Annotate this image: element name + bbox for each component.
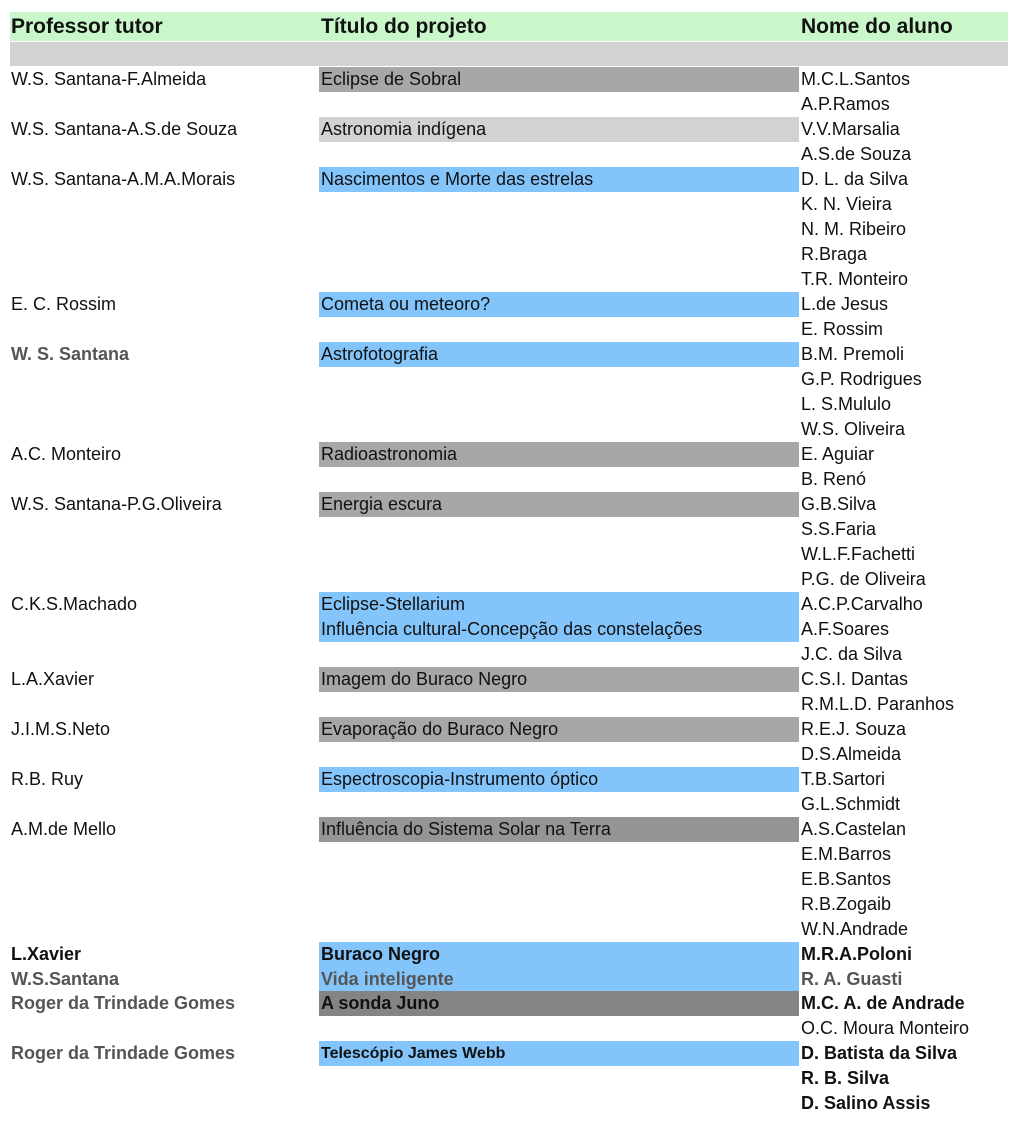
student-cell: B. Renó xyxy=(801,469,867,489)
table-row xyxy=(0,692,1013,717)
project-cell: Cometa ou meteoro? xyxy=(319,292,799,317)
table-row xyxy=(0,567,1013,592)
project-cell xyxy=(319,842,799,867)
project-cell: Eclipse de Sobral xyxy=(319,67,799,92)
project-cell xyxy=(319,892,799,917)
table-row xyxy=(0,1091,1013,1116)
project-cell: Nascimentos e Morte das estrelas xyxy=(319,167,799,192)
student-cell: D. L. da Silva xyxy=(801,169,909,189)
table-row xyxy=(0,192,1013,217)
table-row xyxy=(0,767,1013,792)
project-cell xyxy=(319,742,799,767)
tutor-cell: E. C. Rossim xyxy=(11,294,117,314)
student-cell: A.S.Castelan xyxy=(801,819,907,839)
header-nome-aluno: Nome do aluno xyxy=(801,15,953,38)
tutor-cell: R.B. Ruy xyxy=(11,769,84,789)
student-cell: W.S. Oliveira xyxy=(801,419,906,439)
table-row xyxy=(0,717,1013,742)
table-row xyxy=(0,392,1013,417)
project-cell xyxy=(319,1066,799,1091)
student-cell: A.S.de Souza xyxy=(801,144,912,164)
tutor-cell: W.S. Santana-F.Almeida xyxy=(11,69,207,89)
tutor-cell: W.S. Santana-A.M.A.Morais xyxy=(11,169,236,189)
table-row xyxy=(0,67,1013,92)
project-cell xyxy=(319,567,799,592)
student-cell: R.E.J. Souza xyxy=(801,719,907,739)
student-cell: A.C.P.Carvalho xyxy=(801,594,923,614)
student-cell: O.C. Moura Monteiro xyxy=(801,1018,970,1038)
project-cell xyxy=(319,517,799,542)
tutor-cell: W. S. Santana xyxy=(11,344,130,364)
table-row xyxy=(0,867,1013,892)
project-cell: Evaporação do Buraco Negro xyxy=(319,717,799,742)
tutor-cell: Roger da Trindade Gomes xyxy=(11,993,236,1013)
table-row xyxy=(0,342,1013,367)
project-cell: A sonda Juno xyxy=(319,991,799,1016)
project-cell xyxy=(319,792,799,817)
student-cell: L. S.Mululo xyxy=(801,394,892,414)
header-titulo-projeto: Título do projeto xyxy=(321,15,487,38)
project-cell xyxy=(319,867,799,892)
project-cell: Radioastronomia xyxy=(319,442,799,467)
project-cell: Astronomia indígena xyxy=(319,117,799,142)
table-row xyxy=(0,817,1013,842)
project-cell xyxy=(319,642,799,667)
student-cell: E. Aguiar xyxy=(801,444,875,464)
student-cell: J.C. da Silva xyxy=(801,644,903,664)
table-row xyxy=(0,417,1013,442)
student-cell: D. Batista da Silva xyxy=(801,1043,958,1063)
table-row xyxy=(0,792,1013,817)
table-row xyxy=(0,367,1013,392)
student-cell: L.de Jesus xyxy=(801,294,889,314)
tutor-cell: A.M.de Mello xyxy=(11,819,117,839)
project-cell xyxy=(319,267,799,292)
table-row xyxy=(0,942,1013,967)
project-cell xyxy=(319,467,799,492)
student-cell: M.C. A. de Andrade xyxy=(801,993,965,1013)
project-cell xyxy=(319,1091,799,1116)
student-cell: W.L.F.Fachetti xyxy=(801,544,916,564)
table-row xyxy=(0,142,1013,167)
student-cell: G.P. Rodrigues xyxy=(801,369,922,389)
table-row xyxy=(0,317,1013,342)
student-cell: C.S.I. Dantas xyxy=(801,669,909,689)
table-row xyxy=(0,467,1013,492)
student-cell: V.V.Marsalia xyxy=(801,119,900,139)
table-row xyxy=(0,842,1013,867)
student-cell: D. Salino Assis xyxy=(801,1093,931,1113)
table-row xyxy=(0,117,1013,142)
table-row xyxy=(0,617,1013,642)
project-cell xyxy=(319,692,799,717)
student-cell: R. B. Silva xyxy=(801,1068,890,1088)
header-professor-tutor: Professor tutor xyxy=(11,15,163,38)
project-cell xyxy=(319,142,799,167)
student-cell: M.C.L.Santos xyxy=(801,69,911,89)
tutor-cell: W.S. Santana-A.S.de Souza xyxy=(11,119,238,139)
project-cell xyxy=(319,417,799,442)
tutor-cell: Roger da Trindade Gomes xyxy=(11,1043,236,1063)
tutor-cell: J.I.M.S.Neto xyxy=(11,719,111,739)
table-row xyxy=(0,667,1013,692)
table-row xyxy=(0,592,1013,617)
student-cell: S.S.Faria xyxy=(801,519,877,539)
table-row xyxy=(0,542,1013,567)
project-cell xyxy=(319,192,799,217)
table-row xyxy=(0,517,1013,542)
project-cell: Vida inteligente xyxy=(319,967,799,992)
tutor-cell: A.C. Monteiro xyxy=(11,444,122,464)
table-header xyxy=(10,12,1008,41)
student-cell: R.M.L.D. Paranhos xyxy=(801,694,955,714)
table-row xyxy=(0,917,1013,942)
student-cell: E.M.Barros xyxy=(801,844,892,864)
student-cell: G.B.Silva xyxy=(801,494,877,514)
student-cell: T.B.Sartori xyxy=(801,769,886,789)
project-cell: Buraco Negro xyxy=(319,942,799,967)
project-cell: Energia escura xyxy=(319,492,799,517)
project-cell xyxy=(319,367,799,392)
student-cell: E.B.Santos xyxy=(801,869,892,889)
student-cell: P.G. de Oliveira xyxy=(801,569,926,589)
tutor-cell: L.Xavier xyxy=(11,944,82,964)
project-cell: Influência cultural-Concepção das constelações xyxy=(319,617,799,642)
student-cell: R.Braga xyxy=(801,244,868,264)
project-cell: Astrofotografia xyxy=(319,342,799,367)
student-cell: W.N.Andrade xyxy=(801,919,909,939)
student-cell: G.L.Schmidt xyxy=(801,794,901,814)
table-row xyxy=(0,967,1013,992)
table-row xyxy=(0,92,1013,117)
tutor-cell: W.S. Santana-P.G.Oliveira xyxy=(11,494,222,514)
table-row xyxy=(0,442,1013,467)
project-cell: Imagem do Buraco Negro xyxy=(319,667,799,692)
project-cell xyxy=(319,542,799,567)
student-cell: B.M. Premoli xyxy=(801,344,905,364)
header-spacer-band xyxy=(10,42,1008,66)
table-row xyxy=(0,292,1013,317)
student-cell: N. M. Ribeiro xyxy=(801,219,907,239)
table-row xyxy=(0,217,1013,242)
project-cell: Influência do Sistema Solar na Terra xyxy=(319,817,799,842)
student-cell: D.S.Almeida xyxy=(801,744,902,764)
student-cell: K. N. Vieira xyxy=(801,194,892,214)
tutor-cell: W.S.Santana xyxy=(11,968,120,989)
project-cell xyxy=(319,1016,799,1041)
project-cell xyxy=(319,92,799,117)
table-row xyxy=(0,167,1013,192)
student-cell: R.B.Zogaib xyxy=(801,894,892,914)
table-row xyxy=(0,267,1013,292)
table-row xyxy=(0,1066,1013,1091)
project-cell xyxy=(319,242,799,267)
table-row xyxy=(0,1041,1013,1066)
table-row xyxy=(0,1016,1013,1041)
table-row xyxy=(0,242,1013,267)
project-cell xyxy=(319,917,799,942)
table-row xyxy=(0,991,1013,1016)
table-row xyxy=(0,742,1013,767)
project-cell: Telescópio James Webb xyxy=(319,1041,799,1066)
table-row xyxy=(0,642,1013,667)
student-cell: E. Rossim xyxy=(801,319,884,339)
table-row xyxy=(0,492,1013,517)
project-cell xyxy=(319,317,799,342)
student-cell: A.F.Soares xyxy=(801,619,890,639)
tutor-cell: L.A.Xavier xyxy=(11,669,95,689)
tutor-cell: C.K.S.Machado xyxy=(11,594,138,614)
table-row xyxy=(0,892,1013,917)
student-cell: A.P.Ramos xyxy=(801,94,890,114)
project-cell xyxy=(319,392,799,417)
student-cell: R. A. Guasti xyxy=(801,968,903,989)
student-cell: T.R. Monteiro xyxy=(801,269,909,289)
project-cell: Espectroscopia-Instrumento óptico xyxy=(319,767,799,792)
student-cell: M.R.A.Poloni xyxy=(801,944,912,964)
project-cell: Eclipse-Stellarium xyxy=(319,592,799,617)
project-cell xyxy=(319,217,799,242)
